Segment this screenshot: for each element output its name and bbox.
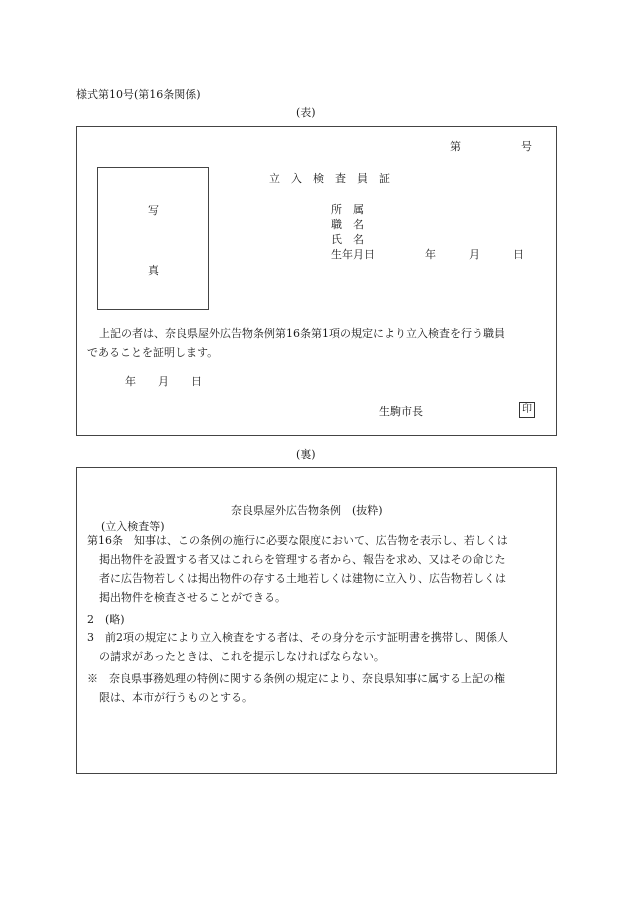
note (87, 669, 505, 707)
field-affiliation-label: 所 属 (331, 203, 364, 216)
issuer: 生駒市長 (379, 405, 423, 418)
field-birthdate-label: 生年月日 (331, 248, 375, 261)
number-suffix: 号 (521, 140, 532, 153)
photo-label-bottom: 真 (148, 264, 159, 277)
number-prefix: 第 (450, 140, 461, 153)
note-line: ※ 奈良県事務処理の特例に関する条例の規定により、奈良県知事に属する上記の権 (87, 672, 505, 685)
photo-label-top: 写 (148, 204, 159, 217)
item-3-line: の請求があったときは、これを提示しなければならない。 (99, 650, 385, 663)
item-2: 2 (略) (87, 613, 125, 626)
item-3-line: 3 前2項の規定により立入検査をする者は、その身分を示す証明書を携帯し、関係人 (87, 631, 508, 644)
article-line: 掲出物件を検査させることができる。 (99, 591, 286, 604)
form-title: 様式第10号(第16条関係) (76, 88, 201, 101)
photo-box (97, 167, 209, 310)
article-line: 第16条 知事は、この条例の施行に必要な限度において、広告物を表示し、若しくは (87, 534, 508, 547)
certification-text (87, 324, 505, 362)
back-side-label: (裏) (296, 448, 316, 461)
field-name (331, 231, 389, 247)
field-name-label: 氏 名 (331, 233, 364, 246)
seal-mark: 印 (519, 402, 535, 418)
field-position-label: 職 名 (331, 218, 364, 231)
front-side-label: (表) (296, 106, 316, 119)
field-affiliation (331, 201, 389, 217)
article-line: 掲出物件を設置する者又はこれらを管理する者から、報告を求め、又はその命じた (99, 553, 506, 566)
article-16 (87, 531, 508, 607)
certification-line: であることを証明します。 (87, 346, 219, 359)
item-3 (87, 628, 508, 666)
note-line: 限は、本市が行うものとする。 (99, 691, 253, 704)
article-caption: (立入検査等) (101, 520, 165, 533)
ordinance-heading: 奈良県屋外広告物条例 (抜粋) (231, 504, 383, 517)
card-title: 立 入 検 査 員 証 (269, 172, 390, 185)
field-birthdate-value: 年 月 日 (425, 248, 524, 261)
field-position (331, 216, 389, 232)
article-line: 者に広告物若しくは掲出物件の存する土地若しくは建物に立入り、広告物若しくは (99, 572, 506, 585)
front-card (76, 126, 557, 436)
back-card (76, 467, 557, 774)
issue-date: 年 月 日 (125, 375, 202, 388)
certification-line: 上記の者は、奈良県屋外広告物条例第16条第1項の規定により立入検査を行う職員 (99, 327, 505, 340)
field-birthdate (331, 246, 524, 262)
